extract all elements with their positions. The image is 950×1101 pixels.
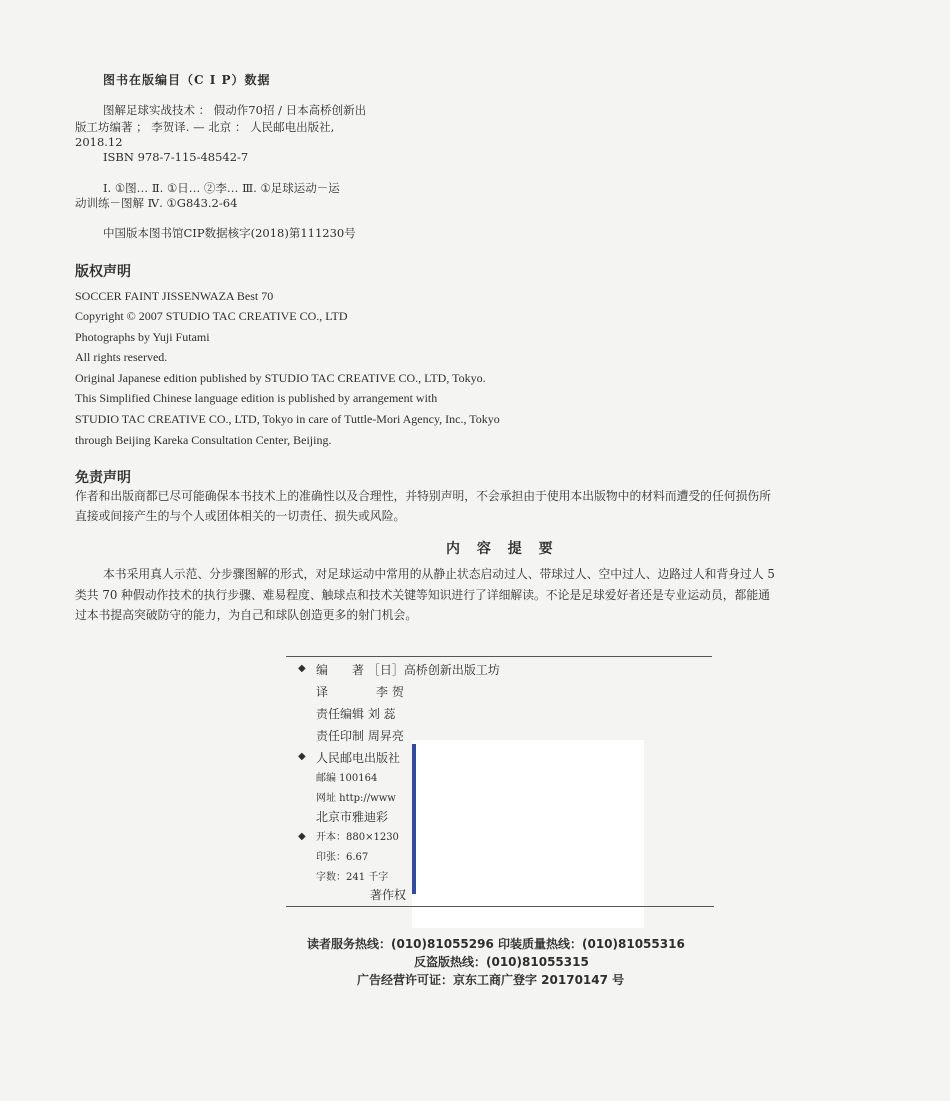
summary-text: 类共 70 种假动作技术的执行步骤、难易程度、触球点和技术关键等知识进行了详细解读。不论是足球爱好者还是专业运动员，都能通	[75, 588, 770, 602]
cip-isbn: ISBN 978-7-115-48542-7	[103, 150, 249, 164]
imprint-website: 网址 http://www	[316, 793, 396, 804]
copyright-heading: 版权声明	[75, 264, 131, 280]
copyright-line: SOCCER FAINT JISSENWAZA Best 70	[75, 289, 274, 303]
summary-heading: 内 容 提 要	[446, 541, 559, 557]
copyright-line: This Simplified Chinese language edition is published by arrangement with	[75, 391, 438, 405]
redaction-box	[412, 740, 644, 928]
hotline-anti-piracy: 反盗版热线：(010)81055315	[414, 955, 589, 969]
summary-text: 过本书提高突破防守的能力，为自己和球队创造更多的射门机会。	[75, 608, 418, 622]
summary-text: 本书采用真人示范、分步骤图解的形式，对足球运动中常用的从静止状态启动过人、带球过人、空中过人、边路过人和背身过人 5	[103, 567, 775, 581]
cip-line: 图解足球实战技术 ： 假动作70招 / 日本高桥创新出	[103, 103, 367, 117]
imprint-postcode: 邮编 100164	[316, 773, 378, 784]
cip-number: 中国版本图书馆CIP数据核字(2018)第111230号	[103, 226, 356, 240]
ad-license: 广告经营许可证：京东工商广登字 20170147 号	[357, 973, 625, 987]
cip-title: 图书在版编目（C I P）数据	[103, 73, 271, 87]
cip-line: 版工坊编著 ； 李贺译. — 北京 ： 人民邮电出版社,	[75, 120, 335, 134]
imprint-format: 开本：880×1230	[316, 832, 399, 843]
imprint-copyright-reg: 著作权	[370, 888, 407, 902]
copyright-line: Copyright © 2007 STUDIO TAC CREATIVE CO., LTD	[75, 309, 348, 323]
disclaimer-text: 作者和出版商都已尽可能确保本书技术上的准确性以及合理性，并特别声明，不会承担由于使用本出版物中的材料而遭受的任何损伤所	[75, 489, 772, 503]
cip-line: 2018.12	[75, 135, 123, 149]
hotline-reader-service: 读者服务热线：(010)81055296 印装质量热线：(010)81055316	[307, 937, 685, 951]
imprint-author: 编 著 ［日］高桥创新出版工坊	[316, 663, 500, 677]
imprint-print-house: 北京市雅迪彩	[316, 810, 389, 824]
bullet-icon: ◆	[298, 831, 306, 842]
bullet-icon: ◆	[298, 751, 306, 762]
cip-class-line: Ⅰ. ①图… Ⅱ. ①日… ②李… Ⅲ. ①足球运动－运	[103, 181, 340, 195]
redaction-bar	[412, 744, 416, 894]
imprint-translator: 译 李 贺	[316, 685, 404, 699]
imprint-bottom-rule	[286, 906, 714, 907]
copyright-line: Photographs by Yuji Futami	[75, 330, 210, 344]
copyright-line: Original Japanese edition published by STUDIO TAC CREATIVE CO., LTD, Tokyo.	[75, 371, 486, 385]
copyright-line: STUDIO TAC CREATIVE CO., LTD, Tokyo in care of Tuttle-Mori Agency, Inc., Tokyo	[75, 412, 500, 426]
copyright-line: through Beijing Kareka Consultation Center, Beijing.	[75, 433, 332, 447]
copyright-line: All rights reserved.	[75, 350, 168, 364]
imprint-printer: 责任印制 周昇亮	[316, 729, 404, 743]
imprint-editor: 责任编辑 刘 蕊	[316, 707, 396, 721]
imprint-words: 字数：241 千字	[316, 872, 389, 883]
imprint-publisher: 人民邮电出版社	[316, 751, 401, 765]
disclaimer-heading: 免责声明	[75, 470, 131, 486]
bullet-icon: ◆	[298, 663, 306, 674]
cip-class-line: 动训练－图解 Ⅳ. ①G843.2-64	[75, 196, 238, 210]
disclaimer-text: 直接或间接产生的与个人或团体相关的一切责任、损失或风险。	[75, 509, 406, 523]
imprint-sheets: 印张：6.67	[316, 852, 369, 863]
imprint-top-rule	[286, 656, 712, 657]
